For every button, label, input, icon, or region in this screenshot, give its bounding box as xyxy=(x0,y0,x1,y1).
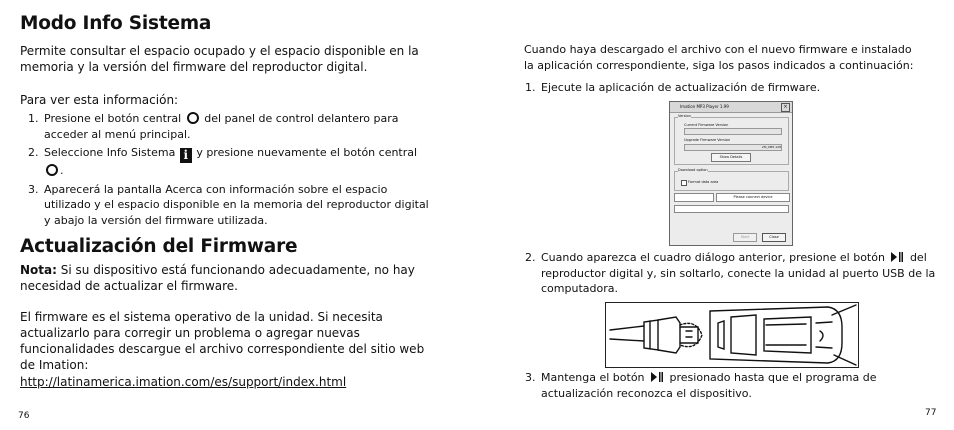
right-step-3-list xyxy=(517,370,937,404)
step-2: 2. Seleccione Info Sistema i y presione nuevamente el botón central . xyxy=(28,146,418,177)
dialog-titlebar: Imation MP3 Player 1.99 × xyxy=(670,102,792,113)
lead-text: Para ver esta información: xyxy=(20,93,179,107)
heading-actualizacion-firmware: Actualización del Firmware xyxy=(20,236,298,257)
close-button[interactable]: Close xyxy=(762,233,786,242)
usb-connection-illustration xyxy=(605,302,859,368)
right-step-2: 2. Cuando aparezca el cuadro diálogo anterior, presione el botón del reproductor digital y, sin soltarlo, conecte la unidad al puerto USB de la computadora. xyxy=(525,251,936,295)
right-step-1-list xyxy=(517,80,937,99)
steps-list xyxy=(20,111,430,231)
start-button[interactable]: Start xyxy=(733,233,757,242)
upgrade-version-field: 2M_0M5.128 xyxy=(684,144,782,151)
play-pause-icon xyxy=(891,252,903,262)
show-details-button[interactable]: Show Details xyxy=(711,153,751,162)
close-icon[interactable]: × xyxy=(781,103,790,112)
right-step-1: 1. Ejecute la aplicación de actualización de firmware. xyxy=(525,81,821,94)
central-button-icon xyxy=(187,112,199,124)
progress-bar xyxy=(674,205,789,213)
right-step-3: 3. Mantenga el botón presionado hasta que el programa de actualización reconozca el dispositivo. xyxy=(525,371,877,400)
progress-field xyxy=(674,193,714,202)
version-group: Version Current Firmware Version Upgrade Firmware Version 2M_0M5.128 Show Details xyxy=(674,117,789,165)
status-field: Please connect device xyxy=(716,193,790,202)
right-intro-paragraph: Cuando haya descargado el archivo con el nuevo firmware e instalado la aplicación correspondiente, siga los pasos indicados a continuación: xyxy=(524,43,914,72)
firmware-paragraph: El firmware es el sistema operativo de la unidad. Si necesita actualizarlo para corregir un problema o agregar nuevas funcionalidades descargue el archivo correspondiente del sitio web de Imation: xyxy=(20,310,425,372)
step-1: 1. Presione el botón central del panel de control delantero para acceder al menú principal. xyxy=(28,112,399,141)
page-number-left: 76 xyxy=(18,411,30,421)
note-paragraph: Nota: Si su dispositivo está funcionando adecuadamente, no hay necesidad de actualizar el firmware. xyxy=(20,263,415,293)
heading-info-sistema: Modo Info Sistema xyxy=(20,13,212,34)
info-icon: i xyxy=(180,148,192,163)
firmware-updater-dialog xyxy=(669,101,793,246)
page-number-right: 77 xyxy=(925,408,937,418)
current-version-field xyxy=(684,128,782,135)
support-link[interactable]: http://latinamerica.imation.com/es/support/index.html xyxy=(20,375,347,389)
support-url-paragraph xyxy=(20,374,346,390)
central-button-icon xyxy=(46,164,58,176)
download-option-group: Download option Format data area xyxy=(674,171,789,191)
play-pause-icon xyxy=(651,372,663,382)
format-checkbox[interactable] xyxy=(681,180,687,186)
step-3: 3. Aparecerá la pantalla Acerca con información sobre el espacio utilizado y el espacio disponible en la memoria del reproductor digital y abajo la versión del firmware utilizada. xyxy=(28,182,429,227)
usb-plug-and-player-drawing xyxy=(606,303,858,367)
right-step-2-list xyxy=(517,250,937,300)
intro-paragraph: Permite consultar el espacio ocupado y el espacio disponible en la memoria y la versión del firmware del reproductor digital. xyxy=(20,44,419,74)
